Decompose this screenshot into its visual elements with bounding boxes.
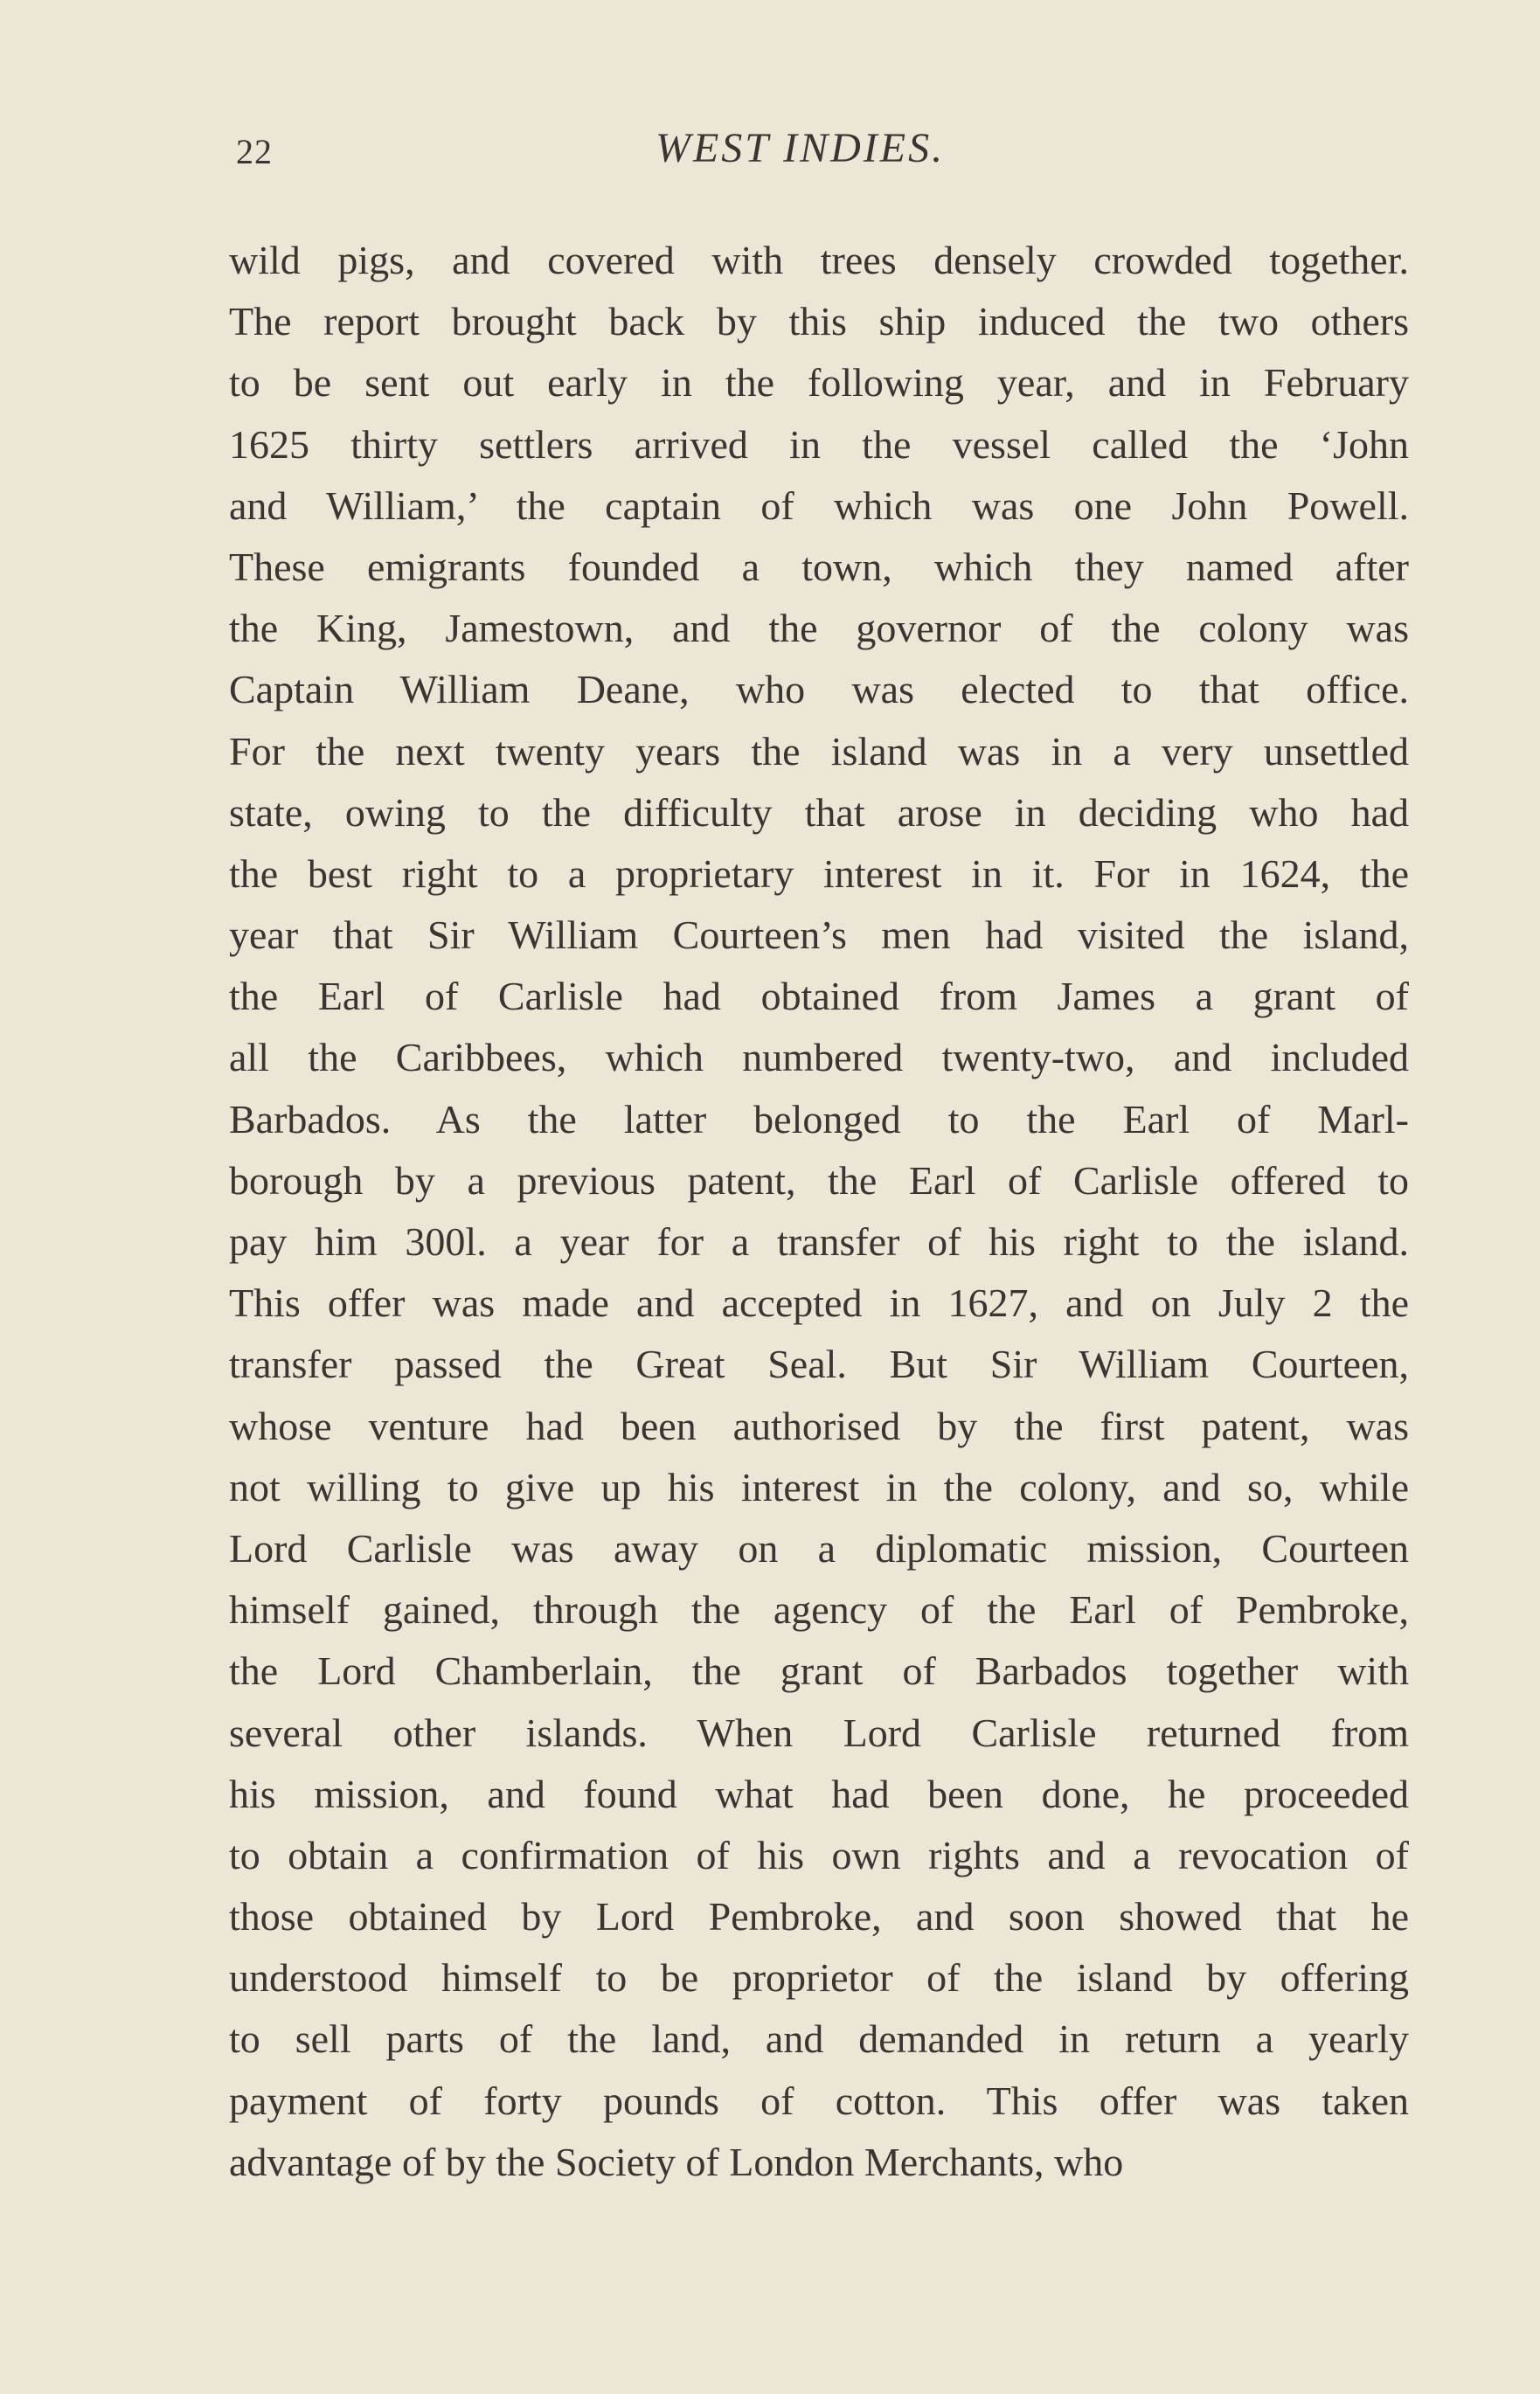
- text-line: Barbados. As the latter belonged to the Earl of Marl-: [229, 1096, 1409, 1141]
- text-line: Lord Carlisle was away on a diplomatic mission, Courteen: [229, 1525, 1409, 1571]
- text-line: The report brought back by this ship induced the two others: [229, 299, 1409, 344]
- text-line: This offer was made and accepted in 1627, and on July 2 the: [229, 1280, 1409, 1326]
- text-line: whose venture had been authorised by the first patent, was: [229, 1403, 1409, 1448]
- text-line: not willing to give up his interest in the colony, and so, while: [229, 1464, 1409, 1509]
- text-line: pay him 300l. a year for a transfer of his right to the island.: [229, 1219, 1409, 1264]
- text-line: year that Sir William Courteen’s men had visited the island,: [229, 912, 1409, 958]
- text-line: Captain William Deane, who was elected to that office.: [229, 667, 1409, 712]
- text-line: transfer passed the Great Seal. But Sir William Courteen,: [229, 1342, 1409, 1387]
- text-line: state, owing to the difficulty that arose in deciding who had: [229, 789, 1409, 835]
- text-line: and William,’ the captain of which was one John Powell.: [229, 482, 1409, 528]
- running-head: [236, 124, 1407, 177]
- body-text: [229, 230, 1409, 2193]
- text-line: wild pigs, and covered with trees densely crowded together.: [229, 238, 1409, 282]
- text-line: These emigrants founded a town, which they named after: [229, 544, 1409, 589]
- text-line: to sell parts of the land, and demanded in return a yearly: [229, 2016, 1409, 2062]
- running-title: WEST INDIES.: [656, 125, 946, 171]
- text-line: all the Caribbees, which numbered twenty-two, and included: [229, 1035, 1409, 1080]
- text-line: borough by a previous patent, the Earl of Carlisle offered to: [229, 1157, 1409, 1203]
- text-line: several other islands. When Lord Carlisle returned from: [229, 1710, 1409, 1755]
- page-number: 22: [236, 132, 273, 171]
- text-line: advantage of by the Society of London Merchants, who: [229, 2139, 1124, 2184]
- text-line: to obtain a confirmation of his own rights and a revocation of: [229, 1832, 1409, 1877]
- text-line: those obtained by Lord Pembroke, and soon showed that he: [229, 1894, 1409, 1939]
- text-line: understood himself to be proprietor of the island by offering: [229, 1955, 1409, 2001]
- text-line: the best right to a proprietary interest in it. For in 1624, the: [229, 850, 1409, 896]
- text-line: the King, Jamestown, and the governor of the colony was: [229, 606, 1409, 651]
- text-line: to be sent out early in the following year, and in February: [229, 360, 1409, 406]
- text-line: payment of forty pounds of cotton. This offer was taken: [229, 2078, 1409, 2123]
- text-line: his mission, and found what had been done, he proceeded: [229, 1771, 1409, 1816]
- text-line: himself gained, through the agency of the Earl of Pembroke,: [229, 1587, 1409, 1633]
- text-line: 1625 thirty settlers arrived in the vessel called the ‘John: [229, 421, 1409, 467]
- text-line: For the next twenty years the island was in a very unsettled: [229, 728, 1409, 774]
- text-line: the Lord Chamberlain, the grant of Barbados together with: [229, 1648, 1409, 1694]
- text-line: the Earl of Carlisle had obtained from James a grant of: [229, 974, 1409, 1019]
